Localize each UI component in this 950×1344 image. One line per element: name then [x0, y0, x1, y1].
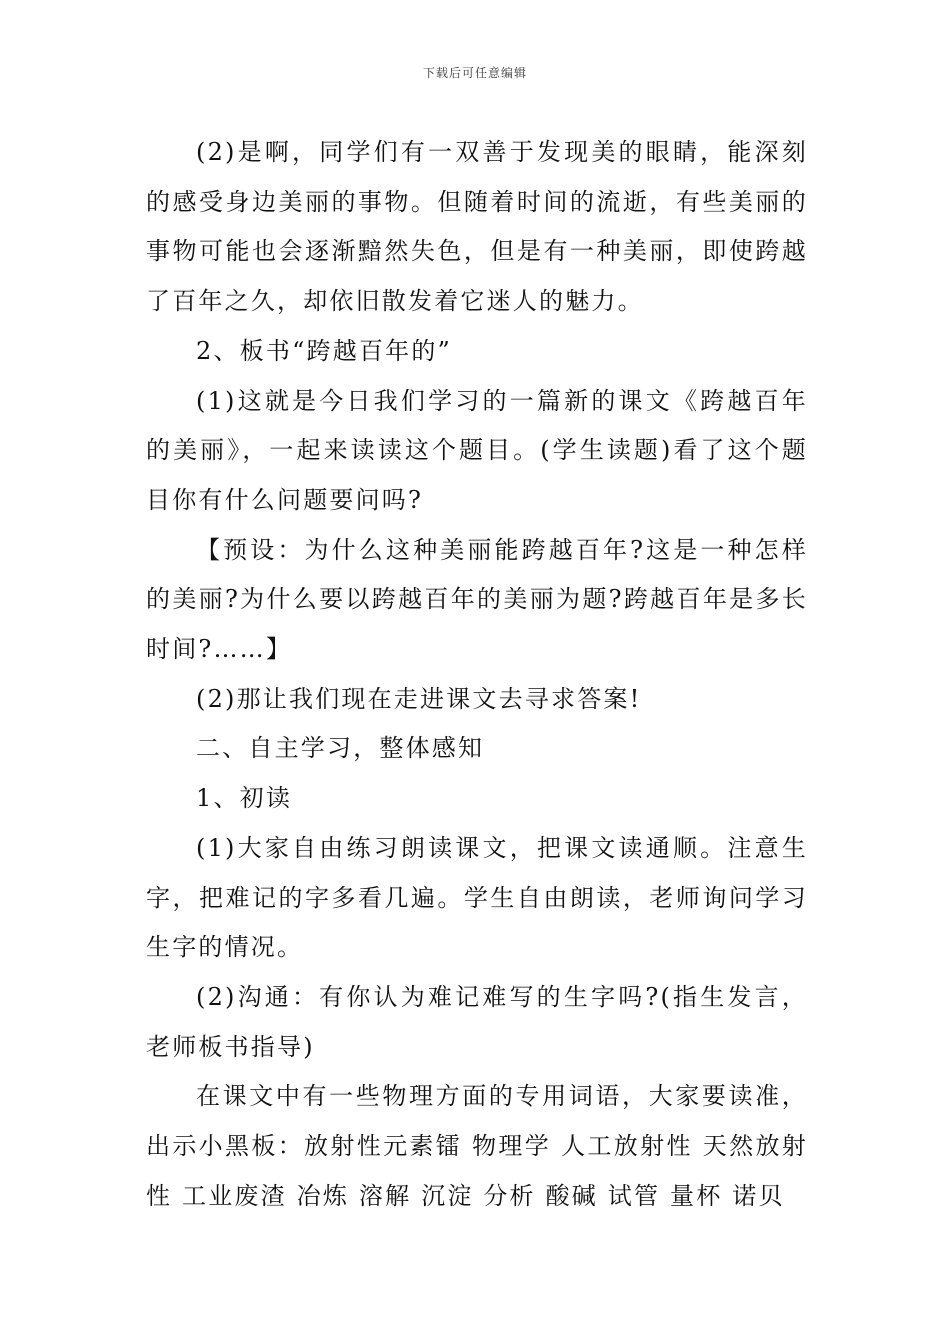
paragraph-vocabulary: 在课文中有一些物理方面的专用词语，大家要读准，出示小黑板：放射性元素镭 物理学 人工放射性 天然放射性 工业废渣 冶炼 溶解 沉淀 分析 酸碱 试管 量杯 诺贝 [146, 1082, 808, 1210]
paragraph-intro-beauty: (2)是啊，同学们有一双善于发现美的眼睛，能深刻的感受身边美丽的事物。但随着时间的流逝，有些美丽的事物可能也会逐渐黯然失色，但是有一种美丽，即使跨越了百年之久，却依旧散发着它迷人的魅力。 [146, 138, 808, 316]
paragraph-free-reading: (1)大家自由练习朗读课文，把课文读通顺。注意生字，把难记的字多看几遍。学生自由朗读，老师询问学习生字的情况。 [146, 833, 808, 962]
paragraph-seek-answers: (2)那让我们现在走进课文去寻求答案! [196, 684, 642, 713]
page-header-note: 下载后可任意编辑 [422, 66, 527, 80]
paragraph-discussion: (2)沟通：有你认为难记难写的生字吗?(指生发言，老师板书指导) [146, 982, 808, 1061]
document-body [146, 128, 808, 1221]
paragraph-board-title: 2、板书“跨越百年的” [196, 336, 453, 365]
paragraph-new-lesson: (1)这就是今日我们学习的一篇新的课文《跨越百年的美丽》，一起来读读这个题目。(学生读题)看了这个题目你有什么问题要问吗? [146, 386, 808, 514]
subheading-first-reading: 1、初读 [196, 784, 293, 813]
paragraph-preset-questions: 【预设：为什么这种美丽能跨越百年?这是一种怎样的美丽?为什么要以跨越百年的美丽为题?跨越百年是多长时间?……】 [146, 535, 808, 664]
section-heading-self-study: 二、自主学习，整体感知 [196, 734, 485, 763]
